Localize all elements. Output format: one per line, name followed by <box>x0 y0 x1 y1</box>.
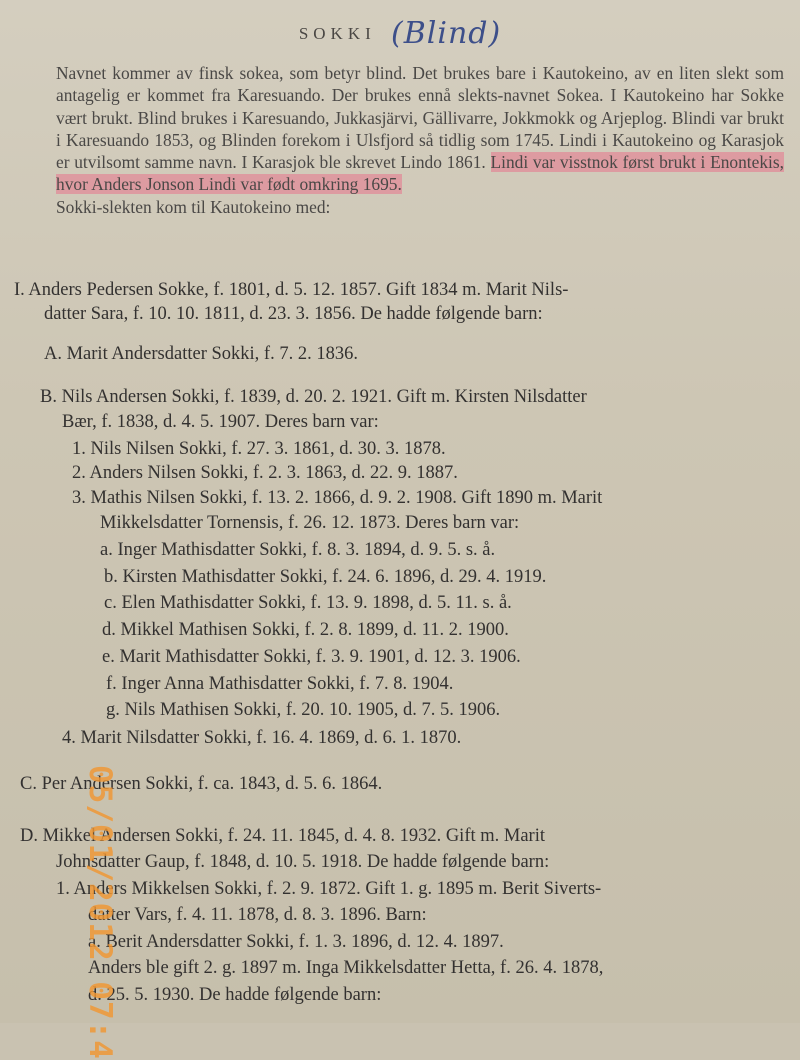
entry-line: g. Nils Mathisen Sokki, f. 20. 10. 1905, d. 7. 5. 1906. <box>106 700 501 720</box>
entry-line: 2. Anders Nilsen Sokki, f. 2. 3. 1863, d. 22. 9. 1887. <box>72 463 458 483</box>
intro-text: Navnet kommer av finsk sokea, som betyr blind. Det brukes bare i Kautokeino, av en liten slekt som antagelig er kommet fra Karesuando. Der brukes ennå slekts-navnet Sokea. I Kautokeino har Sokke vært brukt. Blind brukes i Karesuando, Jukkasjärvi, Gällivarre, Jokkmokk og Arjeplog. Blindi var brukt i Karesuando 1853, og Blinden forekom i Ulsfjord så tidlig som 1745. Lindi i Kautokeino og Karasjok er utvilsomt samme navn. I Karasjok ble skrevet Lindo 1861. <box>56 63 784 173</box>
entry-line: 3. Mathis Nilsen Sokki, f. 13. 2. 1866, d. 9. 2. 1908. Gift 1890 m. Marit <box>72 488 603 508</box>
entry-line: I. Anders Pedersen Sokke, f. 1801, d. 5. 12. 1857. Gift 1834 m. Marit Nils- <box>14 280 569 300</box>
entry-line: b. Kirsten Mathisdatter Sokki, f. 24. 6. 1896, d. 29. 4. 1919. <box>104 567 547 587</box>
handwritten-annotation: (Blind) <box>391 16 502 51</box>
entry-line: A. Marit Andersdatter Sokki, f. 7. 2. 1836. <box>44 344 358 364</box>
entry-line: c. Elen Mathisdatter Sokki, f. 13. 9. 1898, d. 5. 11. s. å. <box>104 593 512 613</box>
entry-line: Mikkelsdatter Tornensis, f. 26. 12. 1873. Deres barn var: <box>100 513 520 533</box>
heading-title: SOKKI <box>298 24 376 43</box>
entry-line: 1. Nils Nilsen Sokki, f. 27. 3. 1861, d. 30. 3. 1878. <box>72 439 446 459</box>
entry-line: datter Sara, f. 10. 10. 1811, d. 23. 3. 1856. De hadde følgende barn: <box>44 304 543 324</box>
intro-paragraph <box>14 62 784 218</box>
page-heading <box>0 12 800 51</box>
entry-line: d. Mikkel Mathisen Sokki, f. 2. 8. 1899, d. 11. 2. 1900. <box>102 620 509 640</box>
entry-line: f. Inger Anna Mathisdatter Sokki, f. 7. 8. 1904. <box>106 674 454 694</box>
entry-line: D. Mikkel Andersen Sokki, f. 24. 11. 1845, d. 4. 8. 1932. Gift m. Marit <box>20 826 545 846</box>
entry-line: a. Inger Mathisdatter Sokki, f. 8. 3. 1894, d. 9. 5. s. å. <box>100 540 496 560</box>
intro-closing: Sokki-slekten kom til Kautokeino med: <box>56 196 331 217</box>
entry-line: Johnsdatter Gaup, f. 1848, d. 10. 5. 1918. De hadde følgende barn: <box>56 852 550 872</box>
highlighted-text: Lindi var visstnok først brukt i Enontekis, hvor Anders Jonson Lindi var født omkring 1695. <box>56 152 784 195</box>
entry-line: C. Per Andersen Sokki, f. ca. 1843, d. 5. 6. 1864. <box>20 774 383 794</box>
entry-line: 4. Marit Nilsdatter Sokki, f. 16. 4. 1869, d. 6. 1. 1870. <box>62 728 462 748</box>
entry-line: e. Marit Mathisdatter Sokki, f. 3. 9. 1901, d. 12. 3. 1906. <box>102 647 521 667</box>
entry-line: datter Vars, f. 4. 11. 1878, d. 8. 3. 1896. Barn: <box>88 905 427 925</box>
date-stamp: 05/01/2012 07:4 <box>82 765 118 1060</box>
entry-line: a. Berit Andersdatter Sokki, f. 1. 3. 1896, d. 12. 4. 1897. <box>88 932 504 952</box>
entry-line: d. 25. 5. 1930. De hadde følgende barn: <box>88 985 382 1005</box>
entry-line: 1. Anders Mikkelsen Sokki, f. 2. 9. 1872. Gift 1. g. 1895 m. Berit Siverts- <box>56 879 602 899</box>
entry-line: Anders ble gift 2. g. 1897 m. Inga Mikkelsdatter Hetta, f. 26. 4. 1878, <box>88 958 604 978</box>
entry-line: Bær, f. 1838, d. 4. 5. 1907. Deres barn var: <box>62 412 379 432</box>
entry-line: B. Nils Andersen Sokki, f. 1839, d. 20. 2. 1921. Gift m. Kirsten Nilsdatter <box>40 387 587 407</box>
